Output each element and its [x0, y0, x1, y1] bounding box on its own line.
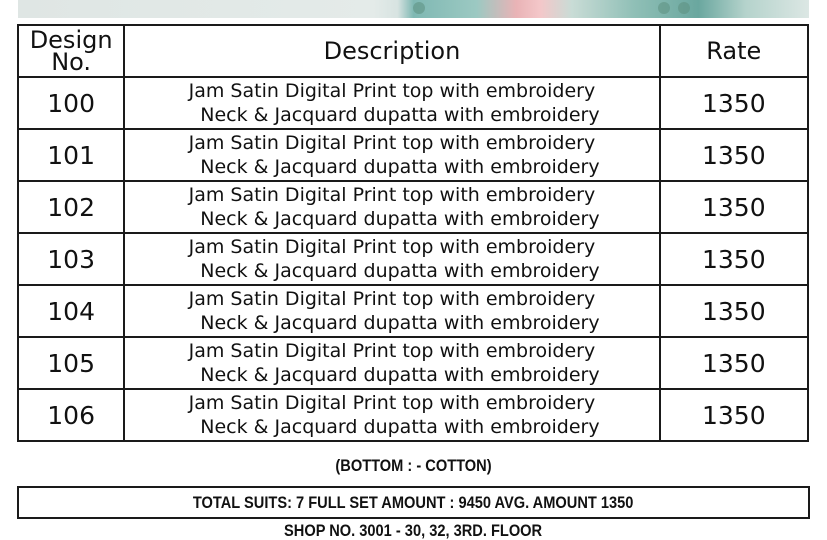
table-row	[18, 77, 808, 129]
description-line-1: Jam Satin Digital Print top with embroidery	[188, 392, 596, 414]
table-row	[18, 233, 808, 285]
totals-text: TOTAL SUITS: 7 FULL SET AMOUNT : 9450 AVG. AMOUNT 1350	[193, 492, 634, 512]
design-description	[124, 389, 659, 441]
design-rate: 1350	[660, 337, 808, 389]
shop-address-partial	[0, 521, 827, 540]
design-description	[124, 337, 659, 389]
totals-box	[17, 486, 810, 519]
table-row	[18, 129, 808, 181]
rate-table	[17, 24, 809, 442]
design-description	[124, 129, 659, 181]
header-rate: Rate	[660, 25, 808, 77]
table-row	[18, 285, 808, 337]
flower-print-icon	[658, 2, 670, 14]
design-rate: 1350	[660, 129, 808, 181]
description-line-1: Jam Satin Digital Print top with embroidery	[188, 236, 596, 258]
table-row	[18, 337, 808, 389]
description-line-2: Neck & Jacquard dupatta with embroidery	[200, 104, 600, 126]
product-photo-strip	[18, 0, 809, 18]
description-line-2: Neck & Jacquard dupatta with embroidery	[200, 156, 600, 178]
shop-address-text: SHOP NO. 3001 - 30, 32, 3RD. FLOOR	[284, 521, 543, 540]
description-line-2: Neck & Jacquard dupatta with embroidery	[200, 260, 600, 282]
design-number: 104	[18, 285, 124, 337]
design-rate: 1350	[660, 181, 808, 233]
design-description	[124, 181, 659, 233]
table-header-row	[18, 25, 808, 77]
table-row	[18, 181, 808, 233]
description-line-1: Jam Satin Digital Print top with embroidery	[188, 132, 596, 154]
table-body	[18, 77, 808, 441]
description-line-2: Neck & Jacquard dupatta with embroidery	[200, 208, 600, 230]
header-no-label: No.	[51, 48, 92, 76]
description-line-2: Neck & Jacquard dupatta with embroidery	[200, 364, 600, 386]
design-description	[124, 285, 659, 337]
description-line-1: Jam Satin Digital Print top with embroidery	[188, 184, 596, 206]
header-design-label: Design	[29, 26, 113, 54]
design-number: 105	[18, 337, 124, 389]
design-number: 101	[18, 129, 124, 181]
design-description	[124, 233, 659, 285]
description-line-2: Neck & Jacquard dupatta with embroidery	[200, 312, 600, 334]
table-row	[18, 389, 808, 441]
design-rate: 1350	[660, 77, 808, 129]
design-rate: 1350	[660, 389, 808, 441]
design-rate: 1350	[660, 233, 808, 285]
description-line-1: Jam Satin Digital Print top with embroidery	[188, 340, 596, 362]
design-number: 103	[18, 233, 124, 285]
design-rate: 1350	[660, 285, 808, 337]
description-line-1: Jam Satin Digital Print top with embroidery	[188, 288, 596, 310]
flower-print-icon	[413, 2, 425, 14]
bottom-fabric-note: (BOTTOM : - COTTON)	[335, 456, 492, 475]
header-design-no	[18, 25, 124, 77]
design-number: 100	[18, 77, 124, 129]
design-number: 102	[18, 181, 124, 233]
flower-print-icon	[678, 2, 690, 14]
description-line-1: Jam Satin Digital Print top with embroidery	[188, 80, 596, 102]
description-line-2: Neck & Jacquard dupatta with embroidery	[200, 416, 600, 438]
design-number: 106	[18, 389, 124, 441]
design-description	[124, 77, 659, 129]
header-description: Description	[124, 25, 659, 77]
